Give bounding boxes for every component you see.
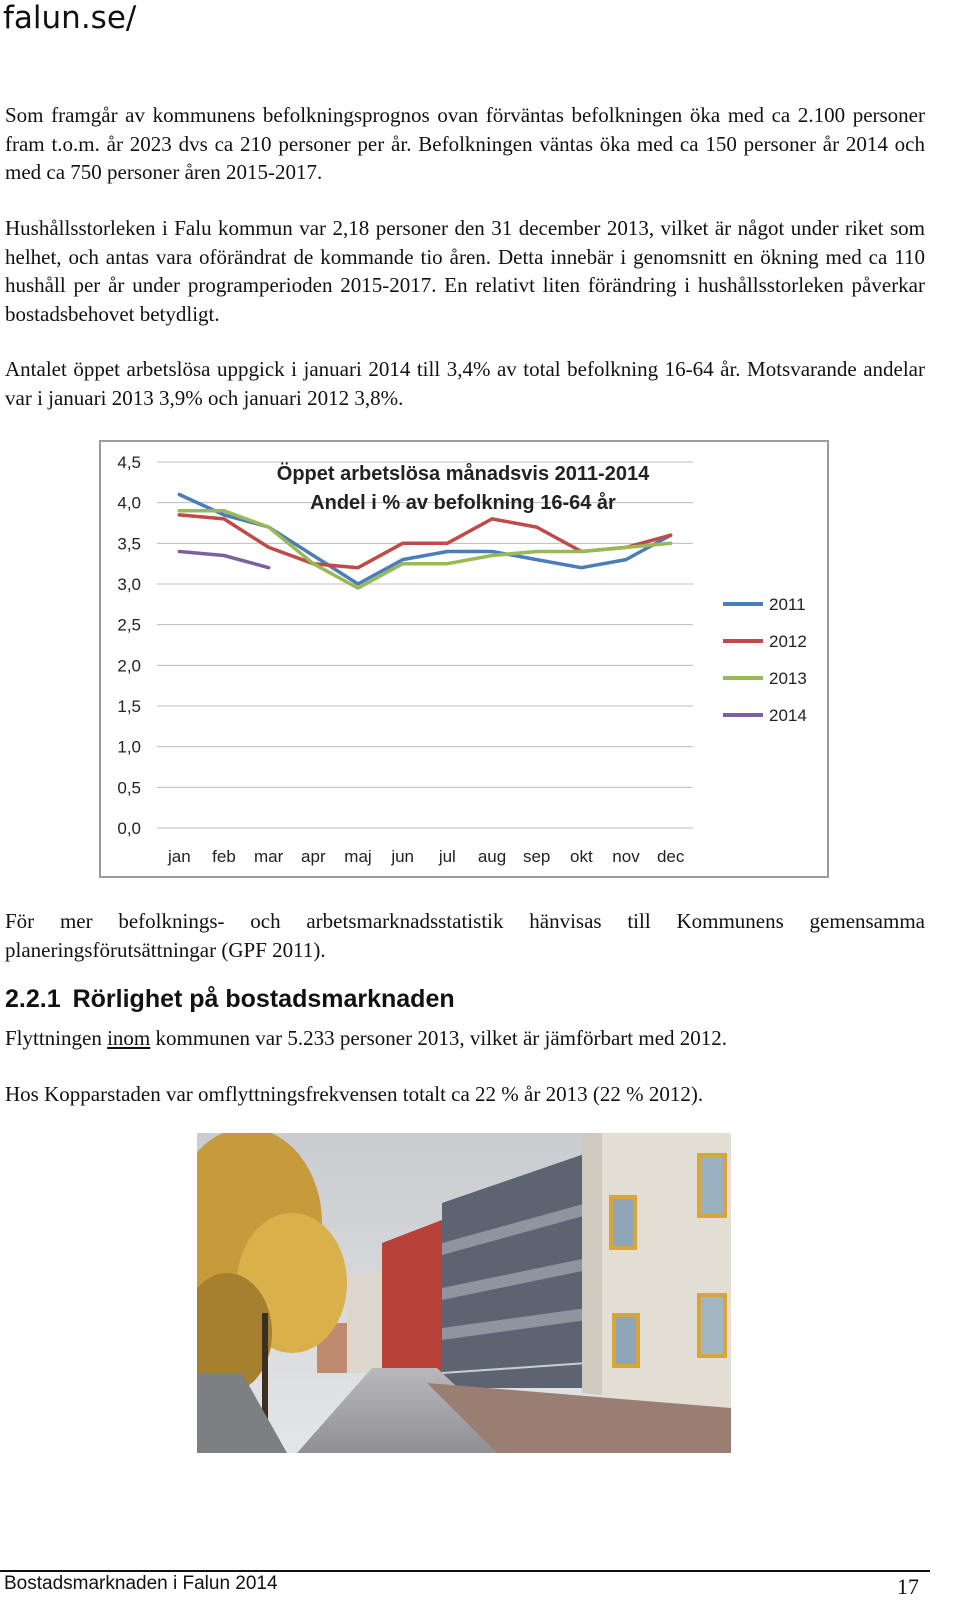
section-title: Rörlighet på bostadsmarknaden [72, 985, 455, 1013]
footer-document-title: Bostadsmarknaden i Falun 2014 [4, 1573, 278, 1594]
y-tick-label: 3,5 [117, 534, 141, 554]
x-tick-label: nov [612, 847, 640, 866]
paragraph-statistics-reference: För mer befolknings- och arbetsmarknadsstatistik hänvisas till Kommunens gemensamma planeringsförutsättningar (GPF 2011). [5, 909, 925, 962]
x-tick-label: dec [656, 847, 685, 866]
legend-label-2013: 2013 [769, 669, 807, 688]
series-line-2014 [179, 552, 268, 568]
x-tick-label: mar [254, 847, 284, 866]
x-tick-label: jun [391, 847, 415, 866]
x-tick-label: feb [212, 847, 236, 866]
y-tick-label: 1,5 [117, 697, 141, 716]
section-number: 2.2.1 [5, 985, 61, 1013]
apartment-buildings-photo [197, 1133, 731, 1453]
y-tick-label: 3,0 [117, 575, 141, 594]
legend-label-2014: 2014 [769, 706, 807, 725]
y-tick-label: 4,5 [117, 453, 141, 472]
section-heading [5, 985, 455, 1014]
x-tick-label: okt [569, 847, 593, 866]
y-tick-label: 0,5 [117, 778, 141, 798]
paragraph-moves-within [5, 1024, 925, 1053]
y-tick-label: 4,0 [117, 493, 141, 513]
x-tick-label: sep [522, 847, 551, 866]
x-tick-label: jul [438, 847, 456, 866]
x-tick-label: maj [344, 847, 372, 866]
x-tick-label: jan [167, 847, 191, 866]
footer-divider [0, 1570, 930, 1572]
y-tick-label: 2,0 [117, 656, 141, 676]
site-logo[interactable]: falun.se/ [3, 0, 137, 36]
series-line-2013 [179, 511, 670, 588]
photo-illustration [197, 1133, 731, 1453]
paragraph-population-forecast: Som framgår av kommunens befolkningsprognos ovan förväntas befolkningen öka med ca 2.100 personer fram t.o.m. år 2023 dvs ca 210 personer per år. Befolkningen väntas öka med ca 150 personer år 2014 och med ca 750 personer åren 2015-2017. [5, 103, 925, 184]
unemployment-chart-svg [101, 442, 827, 876]
moves-text-underlined: inom [107, 1026, 151, 1050]
unemployment-chart [99, 440, 829, 878]
y-tick-label: 2,5 [117, 615, 141, 635]
moves-text-after: kommunen var 5.233 personer 2013, vilket är jämförbart med 2012. [150, 1026, 728, 1050]
footer-page-number: 17 [897, 1574, 919, 1599]
y-tick-label: 0,0 [117, 819, 141, 838]
moves-text-before: Flyttningen [5, 1026, 108, 1050]
x-tick-label: aug [477, 847, 507, 866]
legend-label-2012: 2012 [769, 632, 807, 651]
x-tick-label: apr [301, 847, 326, 866]
paragraph-kopparstaden: Hos Kopparstaden var omflyttningsfrekvensen totalt ca 22 % år 2013 (22 % 2012). [5, 1082, 704, 1106]
paragraph-household-size: Hushållsstorleken i Falu kommun var 2,18 personer den 31 december 2013, vilket är något under riket som helhet, och antas vara oförändrat de kommande tio åren. Detta innebär i genomsnitt en ökning med ca 110 hushåll per år under programperioden 2015-2017. En relativt liten förändring i hushållsstorleken påverkar bostadsbehovet betydligt. [5, 216, 925, 326]
legend-label-2011: 2011 [769, 595, 806, 614]
chart-title: Öppet arbetslösa månadsvis 2011-2014 [276, 463, 650, 485]
paragraph-unemployment: Antalet öppet arbetslösa uppgick i januari 2014 till 3,4% av total befolkning 16-64 år. Motsvarande andelar var i januari 2013 3,9% och januari 2012 3,8%. [5, 357, 925, 410]
chart-subtitle: Andel i % av befolkning 16-64 år [310, 492, 616, 514]
y-tick-label: 1,0 [117, 737, 141, 757]
